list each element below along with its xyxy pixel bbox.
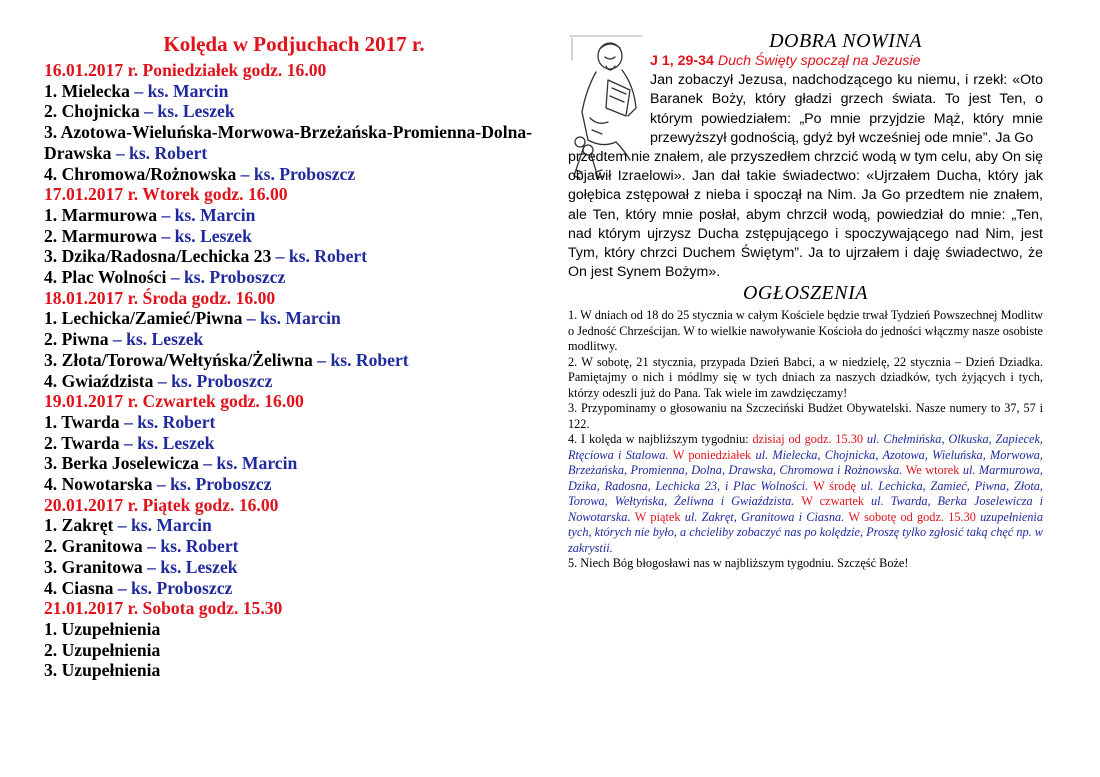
notice-carol-part: ul. Twarda, Berka Joselewicza i Nowotarska.	[568, 494, 1043, 524]
street-name: 2. Marmurowa	[44, 225, 158, 246]
schedule-title: Kolęda w Podjuchach 2017 r.	[163, 32, 425, 56]
schedule-entry	[44, 308, 544, 329]
priest-name: – ks. Proboszcz	[236, 163, 356, 184]
street-name: 3. Dzika/Radosna/Lechicka 23	[44, 246, 272, 267]
notice-carol-part: dzisiaj od godz. 15.30	[752, 432, 867, 447]
schedule-entry	[44, 350, 544, 371]
street-name: 2. Uzupełnienia	[44, 639, 161, 660]
notice-item: 1. W dniach od 18 do 25 stycznia w całym Kościele będzie trwał Tydzień Powszechnej Modlitw o Jedność Chrześcijan. W to wielkie nawoływanie Kościoła do jedności włączmy nasze osobiste modlitwy.	[568, 308, 1043, 354]
priest-name: – ks. Leszek	[108, 329, 204, 350]
day-heading: 16.01.2017 r. Poniedziałek godz. 16.00	[44, 60, 327, 80]
gospel-title: DOBRA NOWINA	[769, 30, 922, 52]
street-name: 3. Granitowa	[44, 556, 143, 577]
street-name: 2. Piwna	[44, 329, 109, 350]
street-name: 4. Plac Wolności	[44, 267, 167, 288]
street-name: 1. Zakręt	[44, 515, 114, 536]
notice-item: 3. Przypominamy o głosowaniu na Szczeciński Budżet Obywatelski. Nasze numery to 37, 57 i 122.	[568, 401, 1043, 431]
priest-name: – ks. Robert	[111, 142, 208, 163]
street-name: 4. Chromowa/Rożnowska	[44, 163, 237, 184]
schedule-entry	[44, 515, 544, 536]
schedule-entry	[44, 122, 544, 163]
priest-name: – ks. Proboszcz	[166, 267, 286, 288]
street-name: 3. Berka Joselewicza	[44, 453, 199, 474]
notice-carol-part: W poniedziałek	[672, 447, 756, 462]
street-name: 3. Uzupełnienia	[44, 660, 161, 681]
schedule-column	[44, 30, 544, 681]
gospel-text: przedtem nie znałem, ale przyszedłem chrzcić wodą w tym celu, aby On się objawił Izraelowi». Jan dał takie świadectwo: «Ujrzałem Ducha, który jak gołębica zstępował z nieba i spoczął na Nim. Ja Go przedtem nie znałem, ale Ten, który mnie posłał, abym chrzcił wodą, powiedział do mnie: „Ten, nad którym ujrzysz Ducha zstępującego i spoczywającego nad Nim, jest Tym, który chrzci Duchem Świętym”. Ja to ujrzałem i daję świadectwo, że On jest Synem Bożym».	[568, 149, 1043, 281]
priest-name: – ks. Marcin	[242, 308, 341, 329]
schedule-entry	[44, 660, 544, 681]
notice-carol-part: W środę	[813, 478, 861, 493]
schedule-entry	[44, 226, 544, 247]
notice-carol-part: ul. Chełmińska, Olkuska, Zapiecek, Rtęciowa i Stalowa.	[568, 432, 1044, 462]
notice-carol-lead: 4. I kolęda w najbliższym tygodniu:	[568, 432, 753, 447]
schedule-entry	[44, 474, 544, 495]
notice-item-carol	[568, 432, 1043, 556]
notice-carol-part: W czwartek	[801, 494, 871, 509]
street-name: 4. Ciasna	[44, 577, 114, 598]
schedule-entry	[44, 578, 544, 599]
priest-name: – ks. Leszek	[142, 556, 238, 577]
priest-name: – ks. Proboszcz	[153, 370, 273, 391]
right-column	[568, 30, 1043, 572]
notice-carol-part: ul. Marmurowa, Dzika, Radosna, Lechicka 23, i Plac Wolności.	[568, 463, 1043, 493]
priest-name: – ks. Marcin	[129, 80, 229, 101]
schedule-entry	[44, 557, 544, 578]
priest-name: – ks. Leszek	[119, 432, 215, 453]
street-name: 1. Lechicka/Zamieć/Piwna	[44, 308, 243, 329]
priest-name: – ks. Robert	[271, 246, 368, 267]
priest-name: – ks. Proboszcz	[113, 577, 233, 598]
notice-carol-part: ul. Zakręt, Granitowa i Ciasna.	[684, 509, 849, 524]
schedule-entry	[44, 371, 544, 392]
schedule-entry	[44, 453, 544, 474]
priest-name: – ks. Marcin	[113, 515, 212, 536]
schedule-entry	[44, 81, 544, 102]
notice-carol-part: ul. Mielecka, Chojnicka, Azotowa, Wieluńska, Morwowa, Brzeżańska, Promienna, Dolna, Drawska, Chromowa i Rożnowska.	[568, 447, 1044, 478]
notice-carol-part: W piątek	[634, 509, 685, 524]
notice-carol-part: uzupełnienia tych, których nie było, a chcieliby zobaczyć nas po kolędzie, Proszę tylko zgłosić taką chęć np. w zakrystii.	[568, 509, 1043, 555]
street-name: 2. Twarda	[44, 432, 120, 453]
priest-name: – ks. Robert	[119, 411, 216, 432]
schedule-entry	[44, 536, 544, 557]
gospel-reference	[650, 52, 1043, 71]
street-name: 4. Gwiaździsta	[44, 370, 154, 391]
notice-carol-part: W sobotę od godz. 15.30	[848, 509, 981, 524]
day-heading: 19.01.2017 r. Czwartek godz. 16.00	[44, 391, 304, 412]
schedule-days	[44, 60, 544, 681]
day-heading: 18.01.2017 r. Środa godz. 16.00	[44, 287, 276, 308]
gospel-ref-number: J 1, 29-34	[650, 53, 714, 69]
notice-carol-part: ul. Lechicka, Zamieć, Piwna, Złota, Torowa, Wełtyńska, Żeliwna i Gwiaździsta.	[568, 478, 1044, 509]
priest-name: – ks. Robert	[312, 349, 409, 370]
schedule-entry	[44, 619, 544, 640]
day-heading: 20.01.2017 r. Piątek godz. 16.00	[44, 494, 279, 515]
schedule-entry	[44, 433, 544, 454]
notices-title: OGŁOSZENIA	[742, 282, 868, 305]
priest-name: – ks. Marcin	[157, 204, 256, 225]
notice-item: 2. W sobotę, 21 stycznia, przypada Dzień Babci, a w niedzielę, 22 stycznia – Dzień Dziadka. Pamiętajmy o nich i módlmy się w tych dniach za naszych dziadków, tych żyjących i tych, którzy odeszli już do Pana. Tak wiele im zawdzięczamy!	[568, 354, 1043, 400]
notice-item: 5. Niech Bóg błogosławi nas w najbliższym tygodniu. Szczęść Boże!	[568, 556, 909, 571]
street-name: 1. Uzupełnienia	[44, 618, 161, 639]
street-name: 4. Nowotarska	[44, 474, 153, 495]
gospel-ref-title: Duch Święty spoczął na Jezusie	[717, 53, 921, 69]
notices-list	[568, 308, 1043, 572]
schedule-entry	[44, 164, 544, 185]
schedule-entry	[44, 101, 544, 122]
day-heading: 21.01.2017 r. Sobota godz. 15.30	[44, 598, 283, 619]
schedule-entry	[44, 329, 544, 350]
day-heading: 17.01.2017 r. Wtorek godz. 16.00	[44, 184, 288, 205]
schedule-entry	[44, 205, 544, 226]
schedule-entry	[44, 246, 544, 267]
street-name: 2. Chojnicka	[44, 101, 140, 122]
street-name: 1. Mielecka	[44, 80, 130, 101]
schedule-entry	[44, 412, 544, 433]
street-name: 3. Złota/Torowa/Wełtyńska/Żeliwna	[44, 349, 313, 370]
priest-name: – ks. Robert	[142, 536, 239, 557]
schedule-entry	[44, 267, 544, 288]
street-name: 2. Granitowa	[44, 536, 143, 557]
notice-carol-part: We wtorek	[905, 463, 963, 478]
schedule-entry	[44, 640, 544, 661]
priest-name: – ks. Proboszcz	[152, 474, 272, 495]
street-name: 1. Twarda	[44, 411, 120, 432]
priest-name: – ks. Marcin	[198, 453, 298, 474]
priest-name: – ks. Leszek	[139, 101, 235, 122]
street-name: 3. Azotowa-Wieluńska-Morwowa-Brzeżańska-Promienna-Dolna-Drawska	[44, 122, 533, 163]
street-name: 1. Marmurowa	[44, 204, 158, 225]
priest-name: – ks. Leszek	[157, 225, 252, 246]
gospel-text-indented: Jan zobaczył Jezusa, nadchodzącego ku niemu, i rzekł: «Oto Baranek Boży, który gładzi grzech świata. To jest Ten, o którym powiedziałem: „Po mnie przyjdzie Mąż, który mnie przewyższył godnością, gdyż był wcześniej ode mnie”. Ja Go	[650, 72, 1043, 146]
